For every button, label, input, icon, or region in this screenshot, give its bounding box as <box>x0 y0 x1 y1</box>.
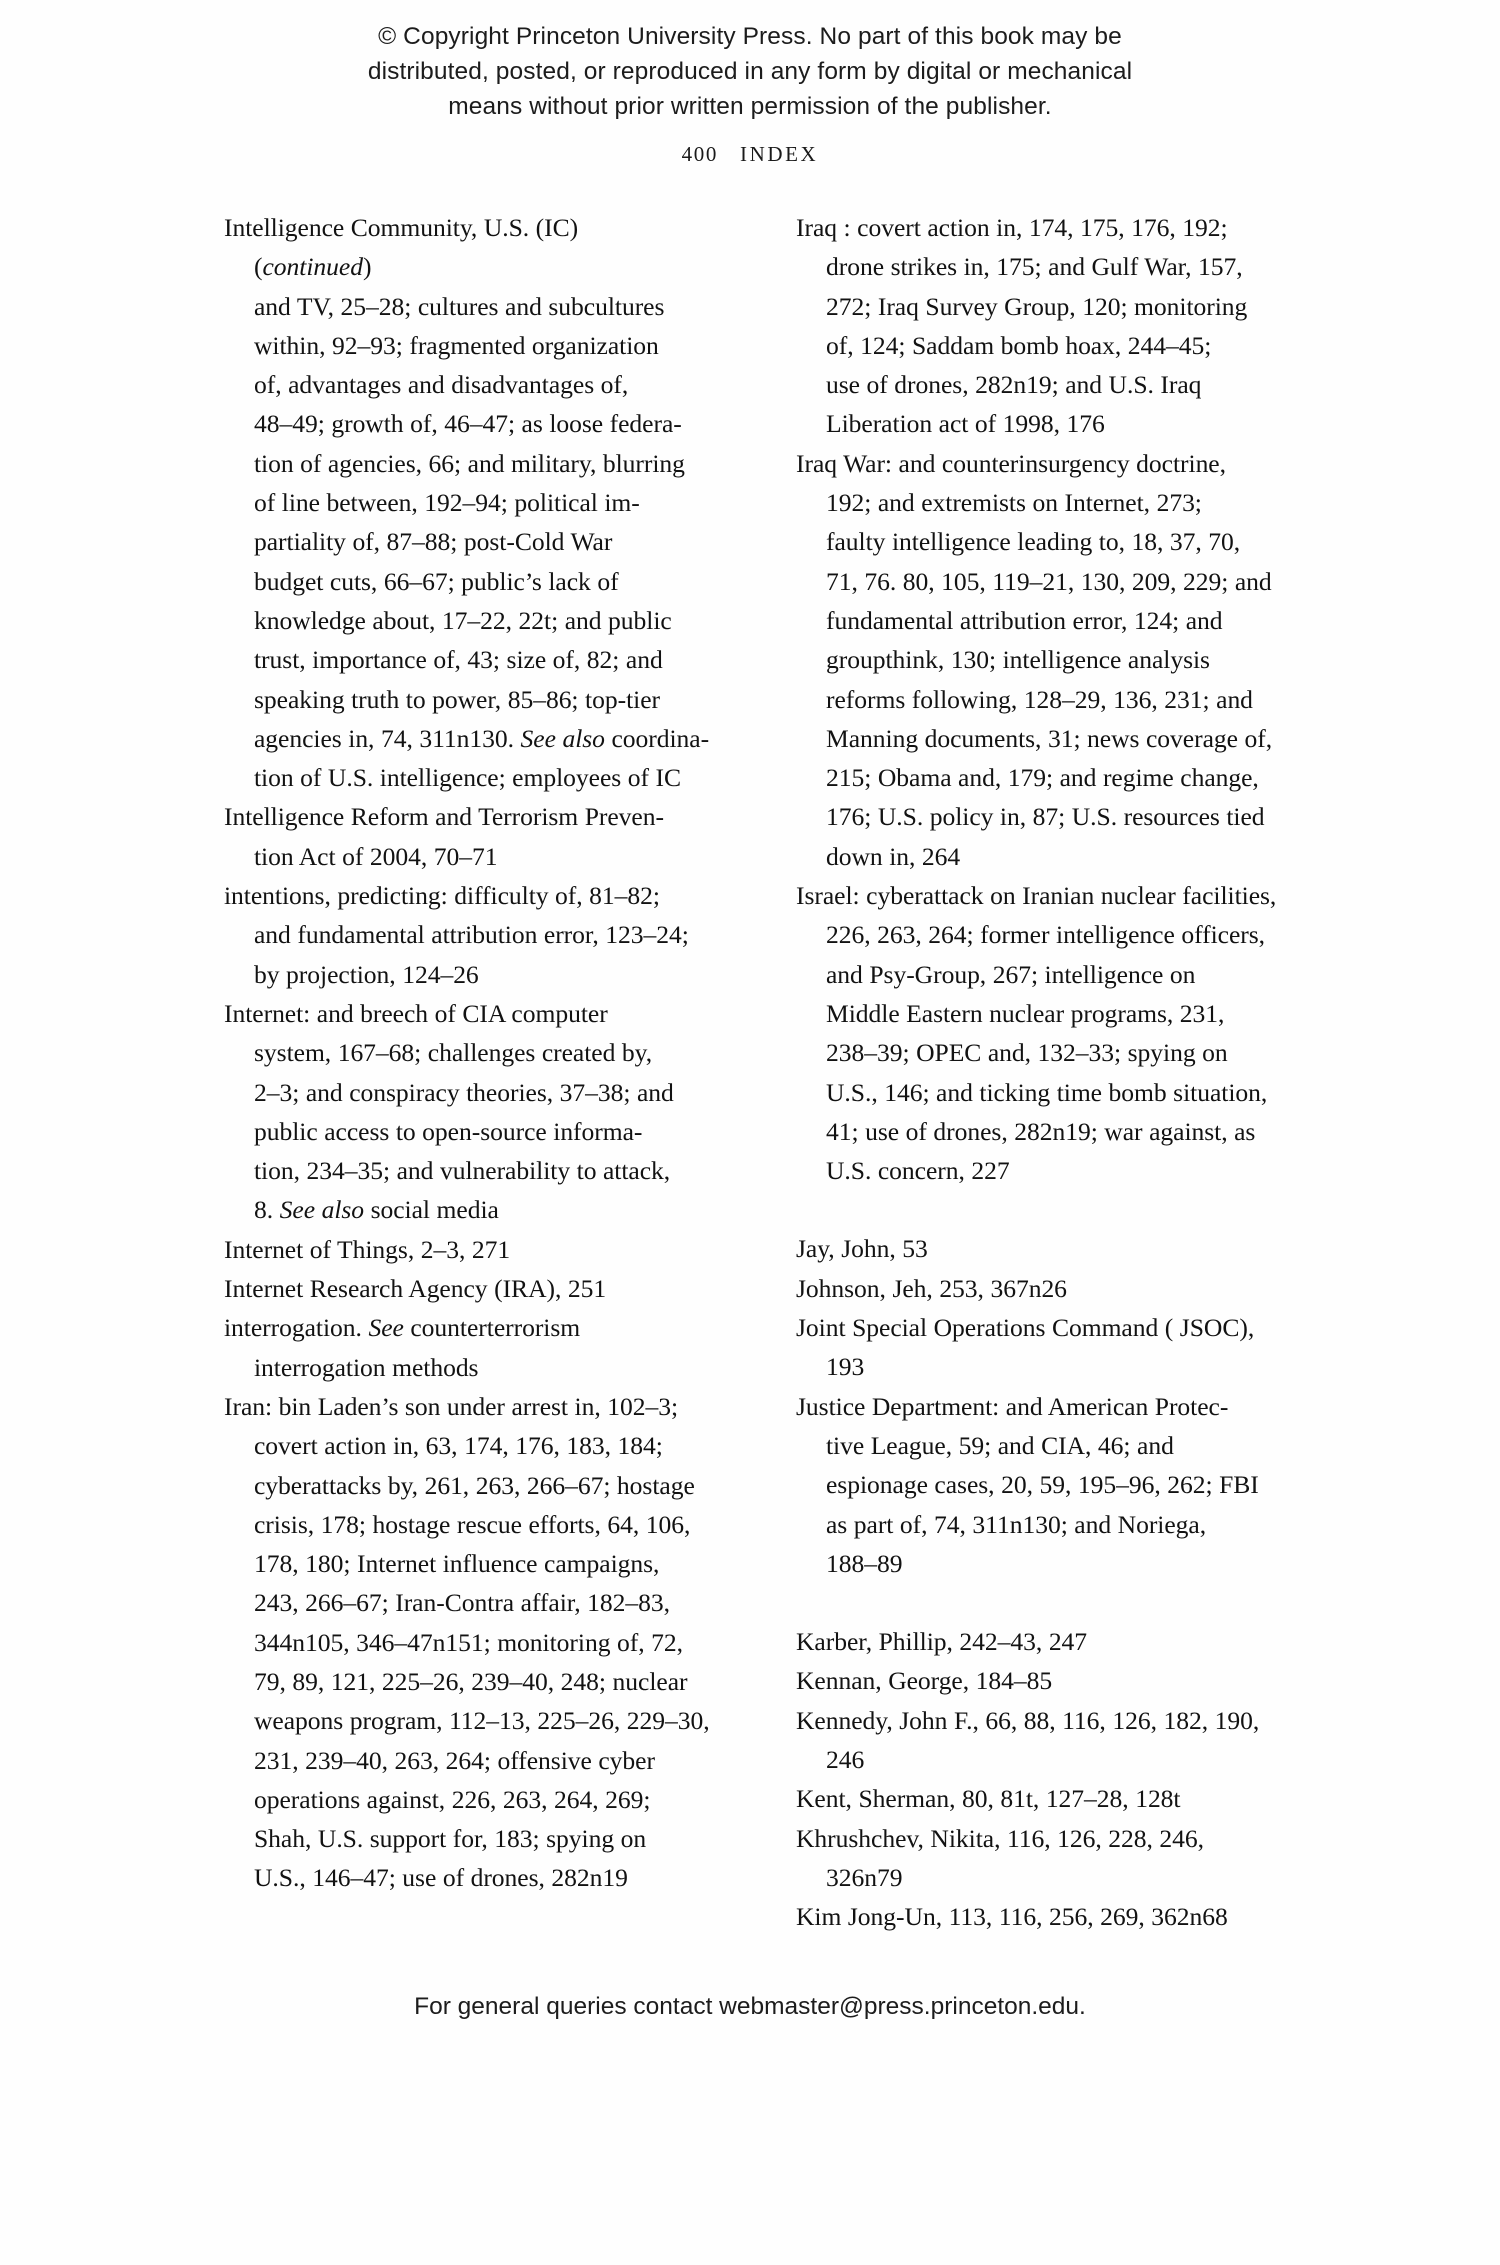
index-entry-line: drone strikes in, 175; and Gulf War, 157, <box>826 252 1243 282</box>
index-entry-line: and fundamental attribution error, 123–24; <box>254 920 689 950</box>
index-entry-line: 188–89 <box>826 1548 903 1578</box>
index-entry-line: as part of, 74, 311n130; and Noriega, <box>826 1509 1207 1539</box>
running-head-title: INDEX <box>739 142 819 166</box>
index-entry-line: agencies in, 74, 311n130. See also coordina- <box>254 723 710 753</box>
index-entry <box>796 1701 1294 1780</box>
index-entry <box>796 1269 1294 1308</box>
index-entry-line: trust, importance of, 43; size of, 82; and <box>254 645 663 675</box>
index-entry-headword: Intelligence Reform and Terrorism Preven- <box>224 802 664 832</box>
index-entry <box>224 797 722 876</box>
index-entry-line: 193 <box>826 1352 865 1382</box>
index-entry-headword: intentions, predicting: difficulty of, 81–82; <box>224 881 660 911</box>
index-entry-line: interrogation methods <box>254 1352 479 1382</box>
index-column-left <box>224 208 722 1936</box>
index-columns <box>224 208 1294 1936</box>
index-entry-line: 79, 89, 121, 225–26, 239–40, 248; nuclear <box>254 1666 688 1696</box>
index-entry-line: and TV, 25–28; cultures and subcultures <box>254 291 665 321</box>
index-entry-headword: Intelligence Community, U.S. (IC) <box>224 213 579 242</box>
index-entry-line: 231, 239–40, 263, 264; offensive cyber <box>254 1745 655 1775</box>
index-entry <box>796 1661 1294 1700</box>
copyright-notice <box>0 20 1500 124</box>
index-entry-line: tion, 234–35; and vulnerability to attack, <box>254 1156 671 1186</box>
page-number: 400 <box>681 142 718 166</box>
index-entry-line: of, 124; Saddam bomb hoax, 244–45; <box>826 330 1212 360</box>
index-entry-line: 41; use of drones, 282n19; war against, as <box>826 1116 1256 1146</box>
index-entry <box>796 1779 1294 1818</box>
index-entry-line: knowledge about, 17–22, 22t; and public <box>254 605 672 635</box>
index-entry-line: cyberattacks by, 261, 263, 266–67; hostage <box>254 1470 695 1500</box>
index-entry-headword: Internet: and breech of CIA computer <box>224 998 608 1028</box>
index-entry-headword: Israel: cyberattack on Iranian nuclear facilities, <box>796 881 1277 911</box>
index-entry-line: 344n105, 346–47n151; monitoring of, 72, <box>254 1627 683 1657</box>
footer-text: For general queries contact webmaster@press.princeton.edu. <box>414 1993 1086 2020</box>
index-entry <box>224 208 722 797</box>
index-entry-line: system, 167–68; challenges created by, <box>254 1038 653 1068</box>
index-entry-headword: Kim Jong-Un, 113, 116, 256, 269, 362n68 <box>796 1902 1228 1932</box>
index-entry-headword: Kennedy, John F., 66, 88, 116, 126, 182, 190, 246 <box>796 1705 1260 1774</box>
index-entry-line: 226, 263, 264; former intelligence officers, <box>826 920 1265 950</box>
index-entry-line: U.S. concern, 227 <box>826 1156 1010 1186</box>
index-entry-headword: interrogation. See counterterrorism <box>224 1313 581 1343</box>
index-entry-line: 215; Obama and, 179; and regime change, <box>826 763 1259 793</box>
index-entry <box>224 994 722 1230</box>
index-entry <box>796 876 1294 1190</box>
index-entry-headword: Kent, Sherman, 80, 81t, 127–28, 128t <box>796 1784 1181 1814</box>
index-entry-line: of, advantages and disadvantages of, <box>254 370 629 400</box>
index-entry-line: 2–3; and conspiracy theories, 37–38; and <box>254 1077 674 1107</box>
index-entry-line: by projection, 124–26 <box>254 959 479 989</box>
index-entry-line: use of drones, 282n19; and U.S. Iraq <box>826 370 1202 400</box>
index-entry-headword: Johnson, Jeh, 253, 367n26 <box>796 1273 1067 1303</box>
index-entry-line: 238–39; OPEC and, 132–33; spying on <box>826 1038 1228 1068</box>
copyright-line-3: means without prior written permission of the publisher. <box>448 92 1052 120</box>
index-entry <box>796 1229 1294 1268</box>
index-entry-headword: Iraq : covert action in, 174, 175, 176, 192; <box>796 213 1228 242</box>
index-entry <box>796 208 1294 444</box>
index-entry-line: partiality of, 87–88; post-Cold War <box>254 527 613 557</box>
index-entry-line: 176; U.S. policy in, 87; U.S. resources tied <box>826 802 1265 832</box>
index-entry-line: 272; Iraq Survey Group, 120; monitoring <box>826 291 1248 321</box>
letter-section-gap <box>796 1190 1294 1229</box>
index-entry-line: Manning documents, 31; news coverage of, <box>826 723 1273 753</box>
index-entry-line: 243, 266–67; Iran-Contra affair, 182–83, <box>254 1588 670 1618</box>
index-entry-line: Middle Eastern nuclear programs, 231, <box>826 998 1225 1028</box>
index-entry-line: speaking truth to power, 85–86; top-tier <box>254 684 660 714</box>
index-entry-line: crisis, 178; hostage rescue efforts, 64, 106, <box>254 1509 691 1539</box>
index-entry-line: tive League, 59; and CIA, 46; and <box>826 1430 1174 1460</box>
index-entry-line: 326n79 <box>826 1862 903 1892</box>
index-entry-line: 48–49; growth of, 46–47; as loose federa- <box>254 409 682 439</box>
index-entry-line: 8. See also social media <box>254 1195 499 1225</box>
index-entry-line: down in, 264 <box>826 841 961 871</box>
index-entry-headword: Iraq War: and counterinsurgency doctrine, <box>796 448 1226 478</box>
index-entry-headword: Jay, John, 53 <box>796 1234 928 1264</box>
index-entry <box>224 1269 722 1308</box>
index-entry-line: (continued) <box>254 252 372 282</box>
index-entry <box>796 1819 1294 1898</box>
index-entry-line: espionage cases, 20, 59, 195–96, 262; FBI <box>826 1470 1259 1500</box>
index-entry <box>224 1230 722 1269</box>
index-entry-line: fundamental attribution error, 124; and <box>826 605 1223 635</box>
index-entry-line: operations against, 226, 263, 264, 269; <box>254 1784 651 1814</box>
index-entry-line: tion Act of 2004, 70–71 <box>254 841 498 871</box>
index-entry-headword: Iran: bin Laden’s son under arrest in, 102–3; <box>224 1391 679 1421</box>
index-entry-line: 192; and extremists on Internet, 273; <box>826 488 1202 518</box>
copyright-line-2: distributed, posted, or reproduced in any form by digital or mechanical <box>367 57 1133 85</box>
index-entry <box>796 444 1294 876</box>
index-column-right <box>796 208 1294 1936</box>
index-entry-headword: Karber, Phillip, 242–43, 247 <box>796 1627 1088 1657</box>
index-entry <box>796 1387 1294 1583</box>
copyright-line-1: © Copyright Princeton University Press. No part of this book may be <box>378 23 1122 50</box>
index-entry <box>224 1308 722 1387</box>
index-entry <box>796 1622 1294 1661</box>
index-entry-headword: Kennan, George, 184–85 <box>796 1666 1053 1696</box>
index-entry-line: covert action in, 63, 174, 176, 183, 184; <box>254 1431 663 1461</box>
index-entry-line: of line between, 192–94; political im- <box>254 488 640 518</box>
index-entry-line: 71, 76. 80, 105, 119–21, 130, 209, 229; and <box>826 566 1272 596</box>
index-entry-line: U.S., 146–47; use of drones, 282n19 <box>254 1863 628 1893</box>
index-entry-line: reforms following, 128–29, 136, 231; and <box>826 684 1253 714</box>
index-entry <box>796 1308 1294 1387</box>
running-head <box>0 142 1500 167</box>
index-entry <box>796 1897 1294 1936</box>
index-entry-line: Liberation act of 1998, 176 <box>826 409 1105 439</box>
index-entry-line: weapons program, 112–13, 225–26, 229–30, <box>254 1706 710 1736</box>
index-entry-headword: Internet of Things, 2–3, 271 <box>224 1234 511 1264</box>
index-entry <box>224 876 722 994</box>
index-entry-line: tion of U.S. intelligence; employees of IC <box>254 763 681 793</box>
index-entry-line: budget cuts, 66–67; public’s lack of <box>254 566 619 596</box>
page-footer <box>0 1993 1500 2021</box>
index-entry-headword: Khrushchev, Nikita, 116, 126, 228, 246, <box>796 1823 1205 1853</box>
index-entry-line: U.S., 146; and ticking time bomb situation, <box>826 1077 1268 1107</box>
index-entry-headword: Justice Department: and American Protec- <box>796 1391 1229 1421</box>
index-entry <box>224 1387 722 1898</box>
index-entry-line: public access to open-source informa- <box>254 1116 643 1146</box>
index-entry-line: and Psy-Group, 267; intelligence on <box>826 959 1196 989</box>
index-entry-headword: Internet Research Agency (IRA), 251 <box>224 1274 607 1304</box>
index-entry-line: tion of agencies, 66; and military, blurring <box>254 448 685 478</box>
index-entry-line: Shah, U.S. support for, 183; spying on <box>254 1824 647 1854</box>
index-entry-line: within, 92–93; fragmented organization <box>254 330 659 360</box>
letter-section-gap <box>796 1583 1294 1622</box>
index-entry-headword: Joint Special Operations Command ( JSOC), <box>796 1313 1255 1343</box>
index-entry-line: 178, 180; Internet influence campaigns, <box>254 1549 660 1579</box>
index-entry-line: groupthink, 130; intelligence analysis <box>826 645 1210 675</box>
index-entry-line: faulty intelligence leading to, 18, 37, 70, <box>826 527 1241 557</box>
